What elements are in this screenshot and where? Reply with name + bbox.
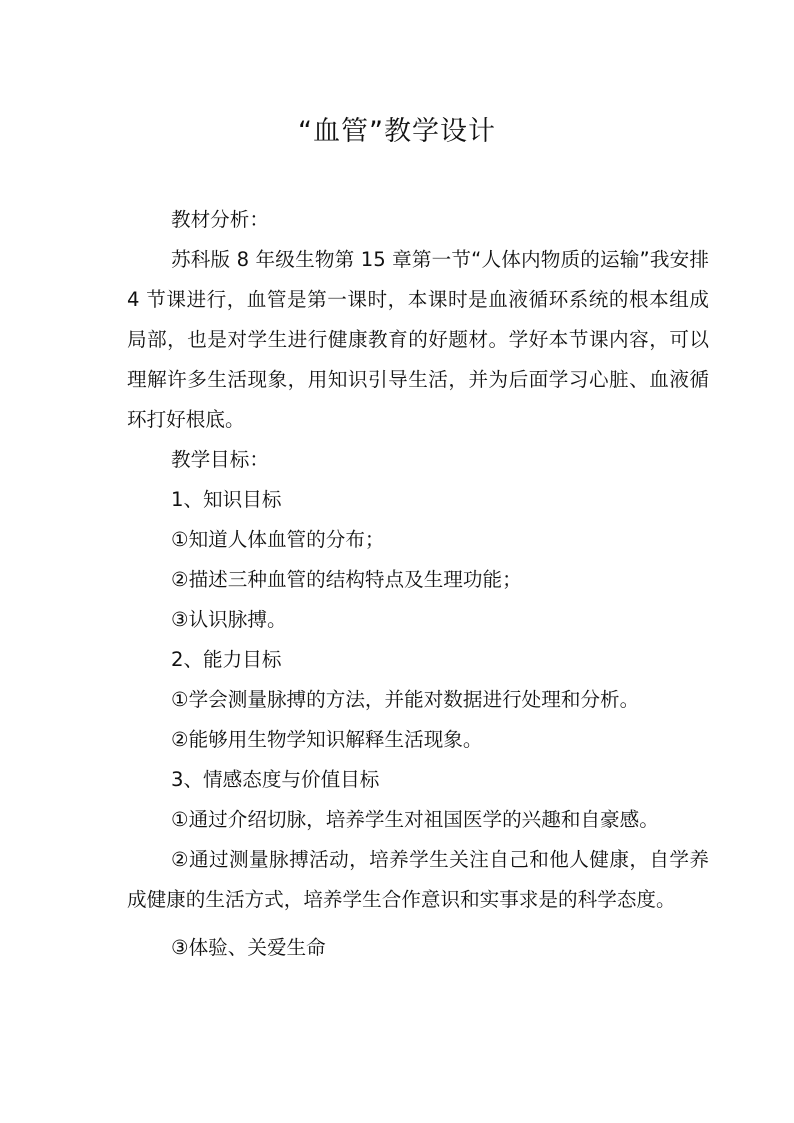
knowledge-item-1: ①知道人体血管的分布； [171,528,385,551]
knowledge-heading: 1、知识目标 [171,488,282,511]
knowledge-item-2: ②描述三种血管的结构特点及生理功能； [171,568,522,591]
ability-item-2: ②能够用生物学知识解释生活现象。 [171,728,483,751]
document-body [127,200,709,968]
emotion-item-1: ①通过介绍切脉，培养学生对祖国医学的兴趣和自豪感。 [171,808,659,831]
goals-heading: 教学目标： [171,448,269,471]
emotion-item-3: ③体验、关爱生命 [171,936,326,959]
analysis-paragraph: 苏科版 8 年级生物第 15 章第一节“人体内物质的运输”我安排 4 节课进行，血管是第一课时，本课时是血液循环系统的根本组成局部，也是对学生进行健康教育的好题材。学好本节课内容，可以理解许多生活现象，用知识引导生活，并为后面学习心脏、血液循环打好根底。 [127,248,709,431]
analysis-heading: 教材分析： [171,208,269,231]
knowledge-item-3: ③认识脉搏。 [171,608,287,631]
ability-heading: 2、能力目标 [171,648,282,671]
ability-item-1: ①学会测量脉搏的方法，并能对数据进行处理和分析。 [171,688,640,711]
emotion-item-2: ②通过测量脉搏活动，培养学生关注自己和他人健康，自学养成健康的生活方式，培养学生合作意识和实事求是的科学态度。 [127,848,709,911]
emotion-heading: 3、情感态度与价值目标 [171,768,380,791]
paragraph-spacer [127,920,709,928]
page-title: “血管”教学设计 [298,116,496,147]
